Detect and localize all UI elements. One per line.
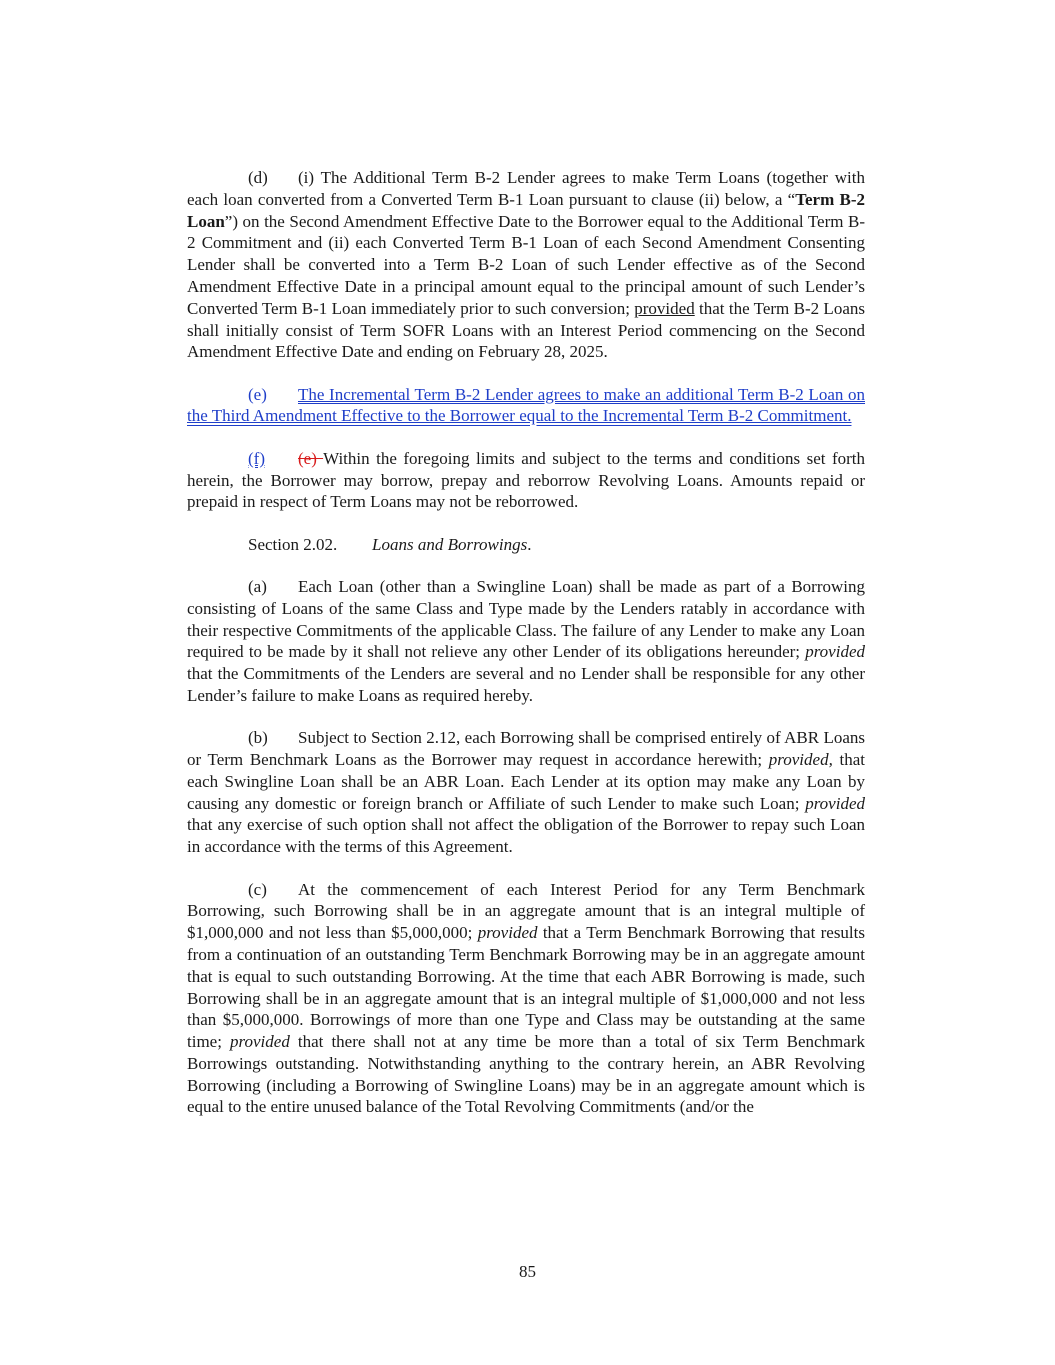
clause-label-a: (a) (248, 576, 267, 596)
section-b-text-3: that any exercise of such option shall not affect the obligation of the Borrower to repay such Loan in accordance with the terms of this Agreement. (187, 815, 865, 857)
section-a-text-1: Each Loan (other than a Swingline Loan) shall be made as part of a Borrowing consisting of Loans of the same Class and Type made by the Lenders ratably in accordance with their respective Commitments of the applicable Class. The failure of any Lender to make any Loan required to be made by it shall not relieve any other Lender of its obligations hereunder; (187, 576, 865, 662)
paragraph-e-text: The Incremental Term B-2 Lender agrees to make an additional Term B-2 Loan on the Third Amendment Effective to the Borrower equal to the Incremental Term B-2 Commitment. (187, 384, 865, 426)
section-c-text-3: that there shall not at any time be more than a total of six Term Benchmark Borrowings outstanding. Notwithstanding anything to the contrary herein, an ABR Revolving Borrowing (including a Borrowing of Swingline Loans) may be in an aggregate amount which is equal to the entire unused balance of the Total Revolving Commitments (and/or the (187, 1032, 865, 1117)
section-c-text-1: At the commencement of each Interest Period for any Term Benchmark Borrowing, such Borrowing shall be in an aggregate amount that is an integral multiple of $1,000,000 and not less than $5,000,000; (187, 879, 865, 943)
provided-italic: provided, (768, 750, 833, 770)
clause-label-e: (e) (248, 384, 267, 404)
clause-label-d: (d) (248, 168, 268, 187)
paragraph-d-text-1: (i) The Additional Term B-2 Lender agrees to make Term Loans (together with each loan converted from a Converted Term B-1 Loan pursuant to clause (ii) below, a “ (187, 168, 865, 209)
provided-italic: provided (230, 1032, 290, 1052)
provided-italic: provided (805, 793, 865, 813)
clause-label-c: (c) (248, 879, 267, 899)
provided-italic: provided (477, 923, 538, 943)
section-title: Loans and Borrowings (372, 534, 528, 554)
paragraph-d (187, 167, 865, 363)
paragraph-d-text-2: ”) on the Second Amendment Effective Date to the Borrower equal to the Additional Term B-2 Commitment and (ii) each Converted Term B-1 Loan of each Second Amendment Consenting Lender shall be converted into a Term B-2 Loan of such Lender effective as of the Second Amendment Effective Date in a principal amount equal to the principal amount of such Lender’s Converted Term B-1 Loan immediately prior to such conversion; (187, 211, 865, 318)
paragraph-d-text-3: that the Term B-2 Loans shall initially consist of Term SOFR Loans with an Interest Period commencing on the Second Amendment Effective Date and ending on February 28, 2025. (187, 298, 865, 362)
section-number: Section 2.02. (248, 534, 338, 554)
paragraph-e-inserted (187, 384, 865, 428)
provided-italic: provided (805, 642, 865, 662)
section-c-text-2: that a Term Benchmark Borrowing that results from a continuation of an outstanding Term Benchmark Borrowing may be in an aggregate amount that is equal to such outstanding Borrowing. At the time that each ABR Borrowing is made, such Borrowing shall be in an aggregate amount that is an integral multiple of $1,000,000 and not less than $5,000,000. Borrowings of more than one Type and Class may be outstanding at the same time; (187, 923, 865, 1052)
defined-term-term-b2-loan: Term B-2 Loan (187, 189, 866, 231)
section-b-text-2: that each Swingline Loan shall be an ABR Loan. Each Lender at its option may make any Loan by causing any domestic or foreign branch or Affiliate of such Lender to make such Loan; (187, 750, 865, 813)
section-heading (187, 534, 865, 556)
section-paragraph-c (187, 879, 865, 1119)
section-b-text-1: Subject to Section 2.12, each Borrowing shall be comprised entirely of ABR Loans or Term Benchmark Loans as the Borrower may request in accordance herewith; (187, 728, 865, 770)
paragraph-f (187, 448, 865, 513)
section-paragraph-b (187, 727, 865, 858)
section-paragraph-a (187, 576, 865, 707)
paragraph-f-text: Within the foregoing limits and subject to the terms and conditions set forth herein, the Borrower may borrow, prepay and reborrow Revolving Loans. Amounts repaid or prepaid in respect of Term Loans may not be reborrowed. (187, 448, 866, 512)
section-title-period: . (527, 534, 532, 554)
section-a-text-2: that the Commitments of the Lenders are several and no Lender shall be responsible for any other Lender’s failure to make Loans as required hereby. (187, 664, 865, 705)
provided-underlined: provided (634, 298, 695, 318)
deleted-label-e: (e) (298, 448, 324, 468)
clause-label-b: (b) (248, 728, 268, 748)
page-number: 85 (519, 1262, 536, 1281)
document-page (187, 167, 865, 1139)
clause-label-f: (f) (248, 448, 265, 468)
